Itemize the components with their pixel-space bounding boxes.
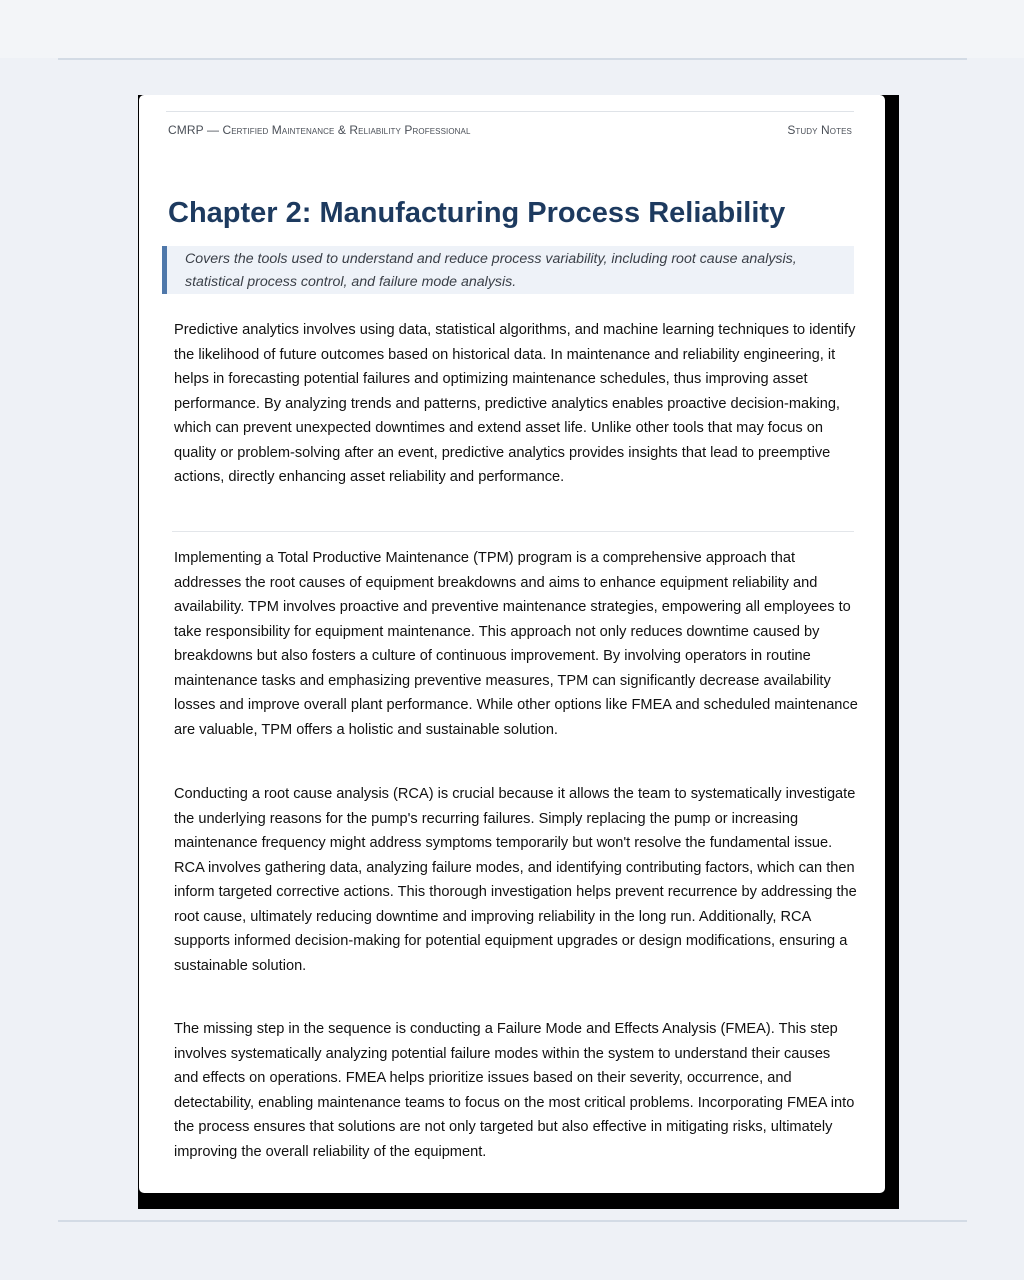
viewer-top-band bbox=[0, 0, 1024, 58]
running-head bbox=[168, 123, 852, 137]
viewer-bottom-rule bbox=[58, 1220, 967, 1222]
viewer-top-rule bbox=[58, 58, 967, 60]
paragraph-fmea: The missing step in the sequence is conducting a Failure Mode and Effects Analysis (FMEA). This step involves systematically analyzing potential failure modes within the system to understand their causes and effects on operations. FMEA helps prioritize issues based on their severity, occurrence, and detectability, enabling maintenance teams to focus on the most critical problems. Incorporating FMEA into the process ensures that solutions are not only targeted but also effective in mitigating risks, ultimately improving the overall reliability of the equipment. bbox=[174, 1021, 855, 1160]
running-head-rule bbox=[166, 111, 854, 112]
document-page bbox=[139, 95, 885, 1193]
paragraph-tpm: Implementing a Total Productive Maintenance (TPM) program is a comprehensive approach that addresses the root causes of equipment breakdowns and aims to enhance equipment reliability and availability. TPM involves proactive and preventive maintenance strategies, empowering all employees to take responsibility for equipment maintenance. This approach not only reduces downtime caused by breakdowns but also fosters a culture of continuous improvement. By involving operators in routine maintenance tasks and emphasizing preventive measures, TPM can significantly decrease availability losses and improve overall plant performance. While other options like FMEA and scheduled maintenance are valuable, TPM offers a holistic and sustainable solution. bbox=[174, 550, 858, 738]
paragraph-rca: Conducting a root cause analysis (RCA) is crucial because it allows the team to systematically investigate the underlying reasons for the pump's recurring failures. Simply replacing the pump or increasing maintenance frequency might address symptoms temporarily but won't resolve the fundamental issue. RCA involves gathering data, analyzing failure modes, and identifying contributing factors, which can then inform targeted corrective actions. This thorough investigation helps prevent recurrence by addressing the root cause, ultimately reducing downtime and improving reliability in the long run. Additionally, RCA supports informed decision-making for potential equipment upgrades or design modifications, ensuring a sustainable solution. bbox=[174, 786, 857, 974]
chapter-summary: Covers the tools used to understand and reduce process variability, including root cause analysis, statistical process control, and failure mode analysis. bbox=[162, 246, 854, 294]
paragraph-predictive-analytics: Predictive analytics involves using data, statistical algorithms, and machine learning techniques to identify the likelihood of future outcomes based on historical data. In maintenance and reliability engineering, it helps in forecasting potential failures and optimizing maintenance schedules, thus improving asset performance. By analyzing trends and patterns, predictive analytics enables proactive decision-making, which can prevent unexpected downtimes and extend asset life. Unlike other tools that may focus on quality or problem-solving after an event, predictive analytics provides insights that lead to preemptive actions, directly enhancing asset reliability and performance. bbox=[174, 322, 856, 485]
running-head-right: Study Notes bbox=[787, 123, 852, 137]
chapter-title: Chapter 2: Manufacturing Process Reliability bbox=[168, 197, 786, 229]
running-head-left: CMRP — Certified Maintenance & Reliability Professional bbox=[168, 123, 471, 137]
section-divider bbox=[172, 531, 854, 532]
